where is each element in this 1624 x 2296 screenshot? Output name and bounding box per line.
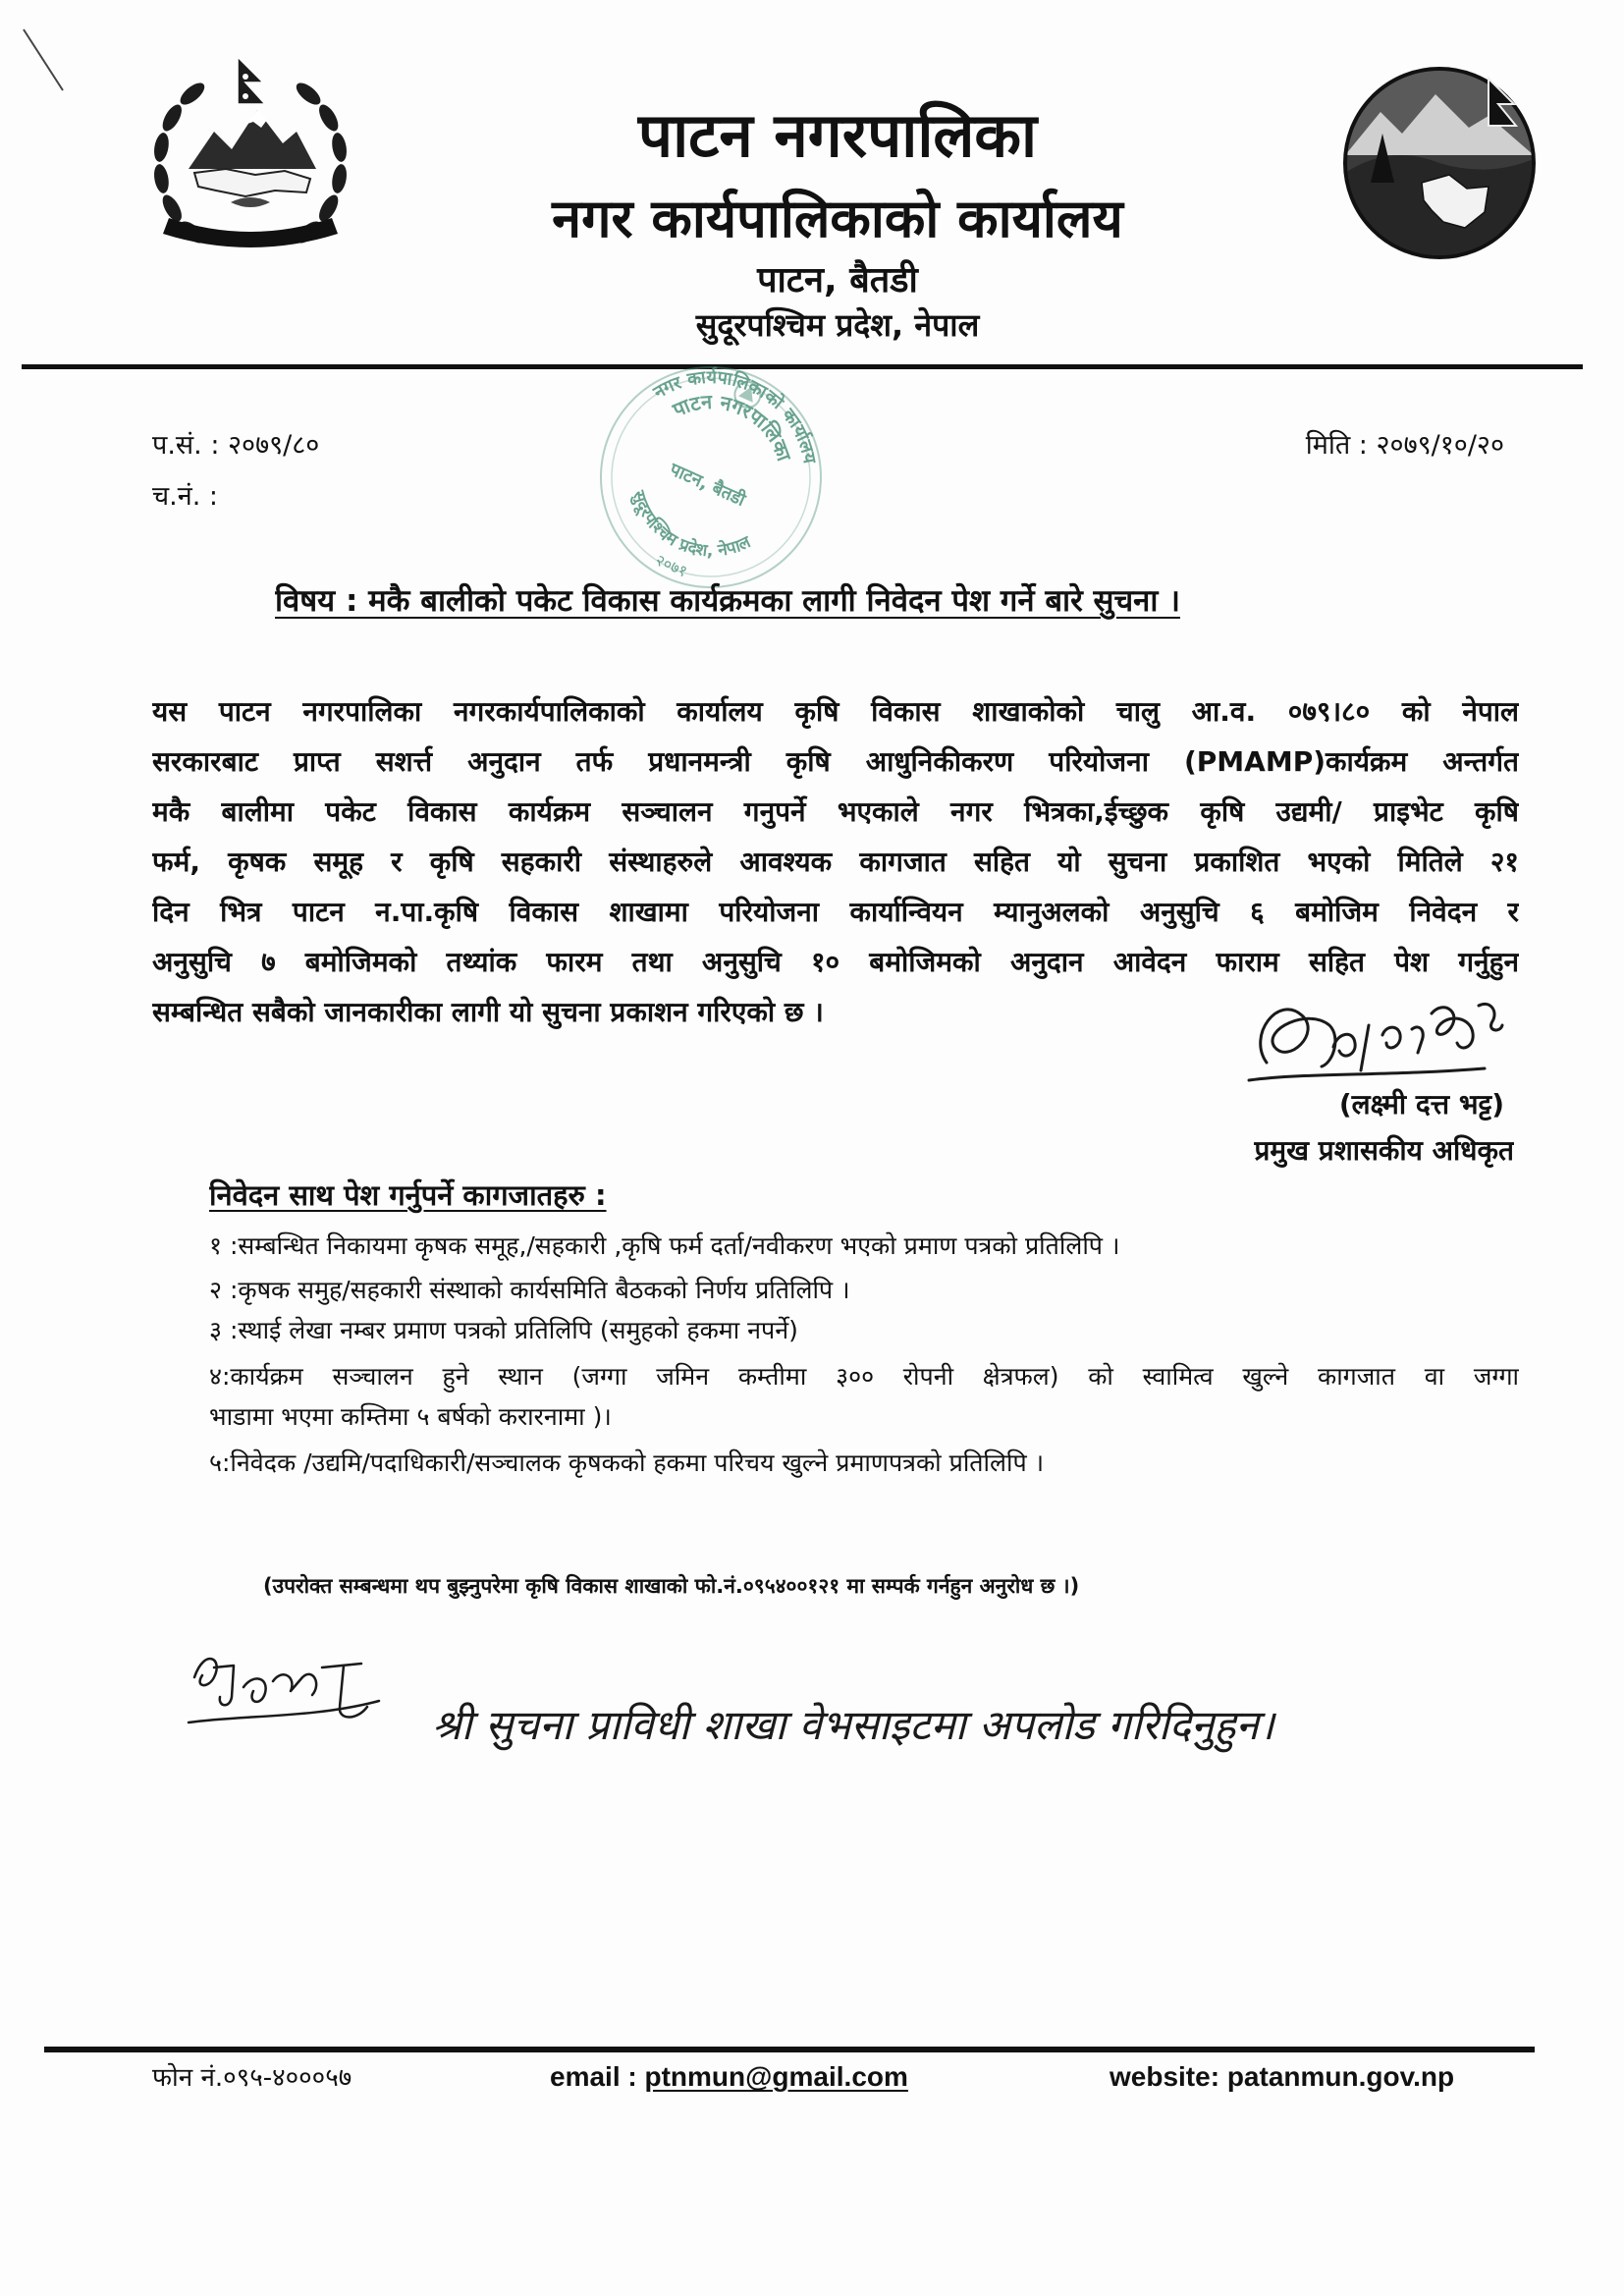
body-line: मकै बालीमा पकेट विकास कार्यक्रम सञ्चालन गनुपर्ने भएकाले नगर भित्रका,ईच्छुक कृषि उद्यमी/ प्राइभेट कृषि <box>152 795 1519 828</box>
office-name: नगर कार्यपालिकाको कार्यालय <box>552 188 1123 249</box>
emblem-flag <box>238 57 265 104</box>
dispatch-number: च.नं. : <box>152 481 218 512</box>
website-label: website: <box>1110 2061 1220 2092</box>
documents-heading: निवेदन साथ पेश गर्नुपर्ने कागजातहरु : <box>209 1178 607 1212</box>
email-label: email : <box>550 2061 637 2092</box>
list-item: १ :सम्बन्धित निकायमा कृषक समूह,/सहकारी ,कृषि फर्म दर्ता/नवीकरण भएको प्रमाण पत्रको प्रतिलिपि । <box>209 1231 1120 1260</box>
address-line-1: पाटन, बैतडी <box>757 260 918 301</box>
footer-email <box>550 2058 962 2096</box>
body-line: सम्बन्धित सबैको जानकारीका लागी यो सुचना प्रकाशन गरिएको छ । <box>152 996 824 1028</box>
nepal-emblem-icon <box>137 53 363 259</box>
stamp-bottom-text: सुदूरपश्चिम प्रदेश, नेपाल <box>627 488 754 562</box>
officer-signature <box>1239 986 1506 1088</box>
letter-date: मिति : २०७९/१०/२० <box>1305 430 1504 461</box>
handwritten-initials <box>175 1638 387 1736</box>
list-item: ४:कार्यक्रम सञ्चालन हुने स्थान (जग्गा जमिन कम्तीमा ३०० रोपनी क्षेत्रफल) को स्वामित्व खुल्ने कागजात वा जग्गा <box>209 1362 1519 1391</box>
contact-note: (उपरोक्त सम्बन्धमा थप बुझ्नुपरेमा कृषि विकास शाखाको फो.नं.०९५४००१२१ मा सम्पर्क गर्नहुन अनुरोध छ ।) <box>263 1574 1080 1598</box>
website-address: patanmun.gov.np <box>1226 2061 1455 2092</box>
municipality-name: पाटन नगरपालिका <box>637 99 1038 171</box>
list-item: ३ :स्थाई लेखा नम्बर प्रमाण पत्रको प्रतिलिपि (समुहको हकमा नपर्ने) <box>209 1316 798 1344</box>
body-line: सरकारबाट प्राप्त सशर्त्त अनुदान तर्फ प्रधानमन्त्री कृषि आधुनिकीकरण परियोजना (PMAMP)कार्यक्रम अन्तर्गत <box>152 745 1519 778</box>
body-line: अनुसुचि ७ बमोजिमको तथ्यांक फारम तथा अनुसुचि १० बमोजिमको अनुदान आवेदन फाराम सहित पेश गर्नुहुन <box>152 946 1519 978</box>
footer-phone: फोन नं.०९५-४०००५७ <box>152 2063 352 2093</box>
stamp-year: २०७१ <box>652 550 691 581</box>
list-item: ५:निवेदक /उद्यमि/पदाधिकारी/सञ्चालक कृषकको हकमा परिचय खुल्ने प्रमाणपत्रको प्रतिलिपि । <box>209 1449 1045 1477</box>
letter-reference-number: प.सं. : २०७९/८० <box>152 430 320 461</box>
scan-mark <box>18 26 69 96</box>
emblem-mountains <box>189 110 316 169</box>
office-stamp <box>587 361 835 593</box>
list-item: २ :कृषक समुह/सहकारी संस्थाको कार्यसमिति बैठकको निर्णय प्रतिलिपि । <box>209 1276 850 1304</box>
signatory-name: (लक्ष्मी दत्त भट्ट) <box>1338 1088 1504 1121</box>
footer-divider <box>44 2047 1535 2052</box>
municipality-logo-icon <box>1341 65 1538 261</box>
emblem-map <box>194 169 310 196</box>
stamp-center-text: पाटन, बैतडी <box>666 459 749 512</box>
body-line: दिन भित्र पाटन न.पा.कृषि विकास शाखामा परियोजना कार्यान्वियन म्यानुअलको अनुसुचि ६ बमोजिम निवेदन र <box>152 896 1519 928</box>
address-line-2: सुदूरपश्चिम प्रदेश, नेपाल <box>695 306 980 344</box>
subject-line: विषय : मकै बालीको पकेट विकास कार्यक्रमका लागी निवेदन पेश गर्ने बारे सुचना । <box>275 583 1180 619</box>
footer-website <box>1110 2058 1502 2096</box>
stamp-outer-text: नगर कार्यपालिकाको कार्यालय <box>649 366 820 465</box>
body-line: यस पाटन नगरपालिका नगरकार्यपालिकाको कार्यालय कृषि विकास शाखाकोको चालु आ.व. ०७९।८० को नेपाल <box>152 695 1519 728</box>
signatory-designation: प्रमुख प्रशासकीय अधिकृत <box>1254 1134 1514 1167</box>
handwritten-note: श्री सुचना प्राविधी शाखा वेभसाइटमा अपलोड गरिदिनुहुन। <box>432 1701 1274 1749</box>
body-line: फर्म, कृषक समूह र कृषि सहकारी संस्थाहरुले आवश्यक कागजात सहित यो सुचना प्रकाशित भएको मितिले २१ <box>152 846 1519 878</box>
stamp-inner-text: पाटन नगरपालिका <box>669 389 796 465</box>
email-address: ptnmun@gmail.com <box>644 2061 908 2092</box>
emblem-handshake <box>231 197 270 207</box>
list-item-continuation: भाडामा भएमा कम्तिमा ५ बर्षको करारनामा )। <box>209 1402 612 1431</box>
